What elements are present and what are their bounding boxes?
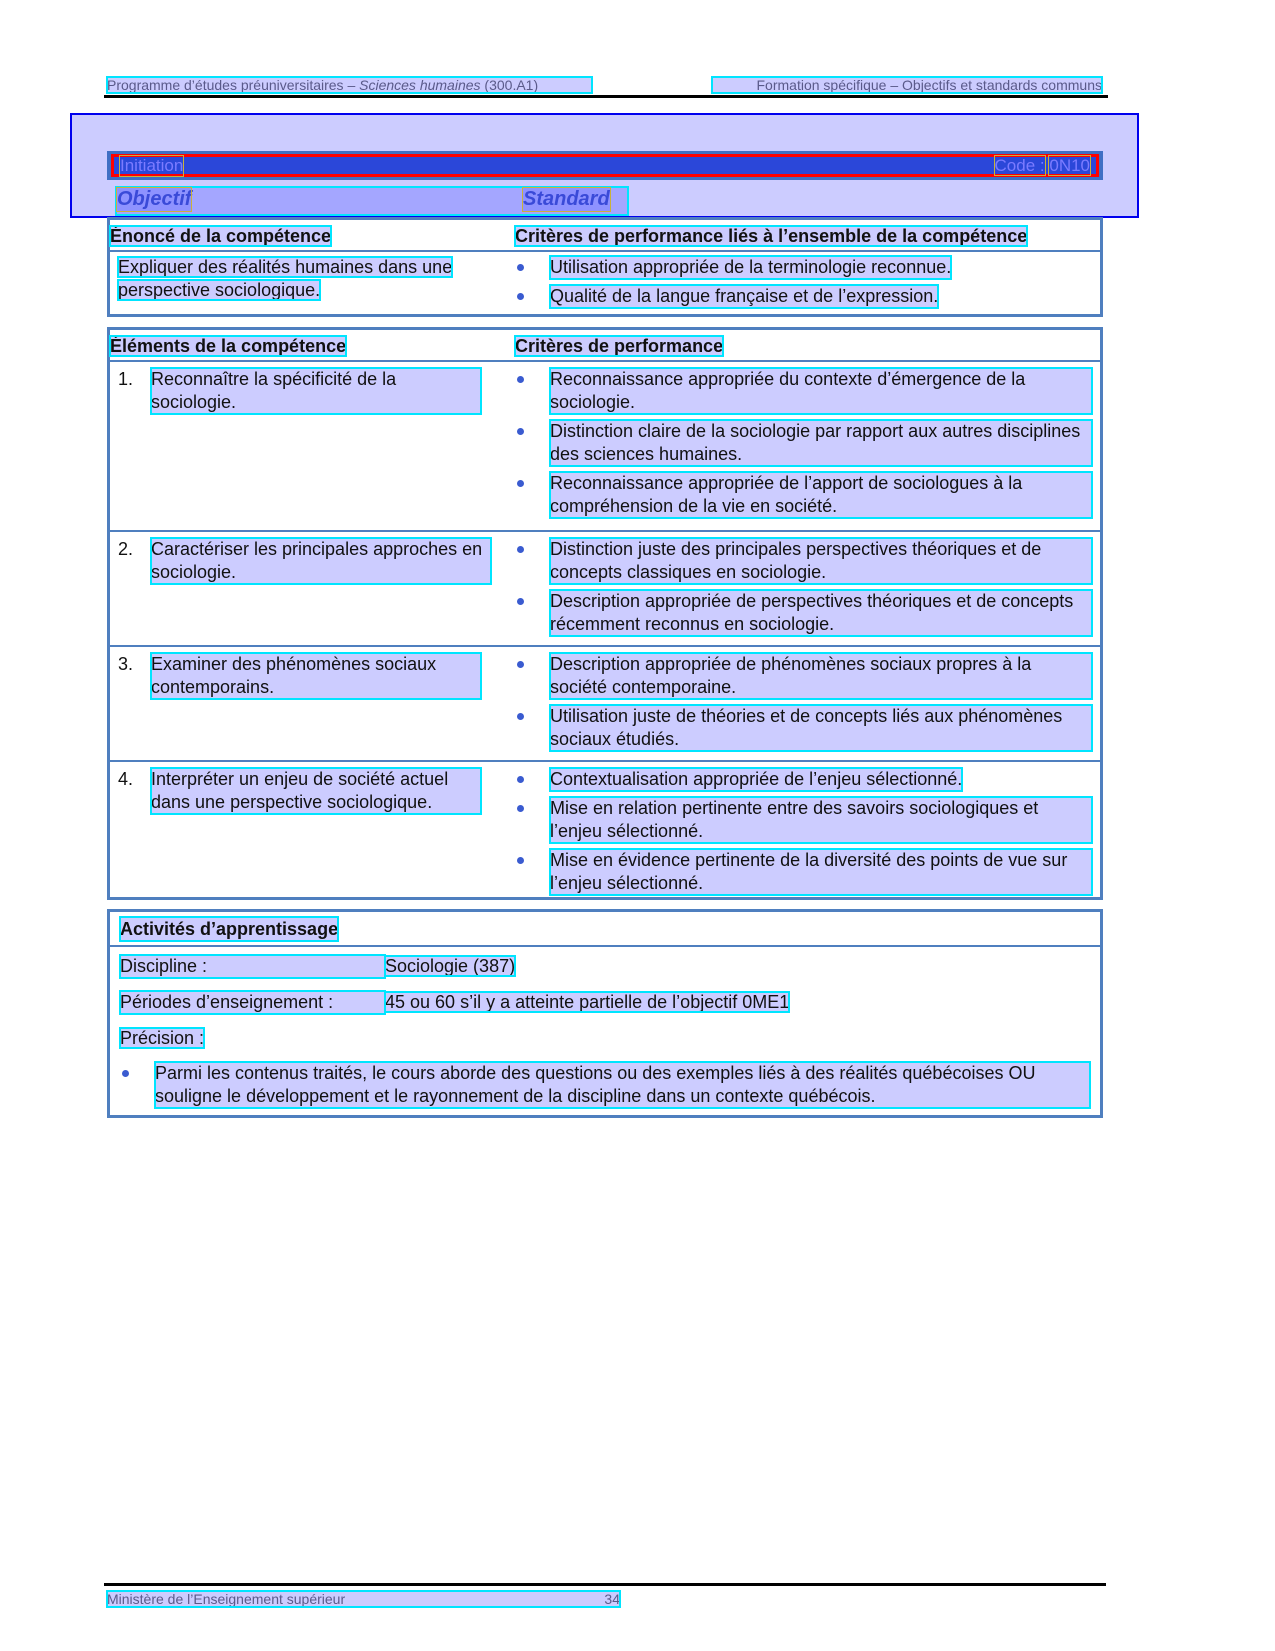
criterion: Reconnaissance appropriée du contexte d’émergence de la sociologie. xyxy=(550,368,1092,414)
activities-table xyxy=(107,909,1103,1118)
header-suffix: (300.A1) xyxy=(480,77,539,93)
periods-value: 45 ou 60 s’il y a atteinte partielle de l’objectif 0ME1 xyxy=(385,992,790,1012)
bullet-icon xyxy=(120,1062,155,1108)
element-text: Caractériser les principales approches en sociologie. xyxy=(151,538,491,584)
criterion: Distinction juste des principales perspectives théoriques et de concepts classiques en sociologie. xyxy=(550,538,1092,584)
precision-item: Parmi les contenus traités, le cours aborde des questions ou des exemples liés à des réalités québécoises OU souligne le développement et le rayonnement de la discipline dans un contexte québécois. xyxy=(155,1062,1090,1108)
criterion: Reconnaissance appropriée de l’apport de sociologues à la compréhension de la vie en société. xyxy=(550,472,1092,518)
course-title: Initiation xyxy=(120,155,184,175)
footer-ministry: Ministère de l’Enseignement supérieur xyxy=(107,1591,346,1607)
criterion: Mise en relation pertinente entre des savoirs sociologiques et l’enjeu sélectionné. xyxy=(550,797,1092,843)
element-text: Reconnaître la spécificité de la sociologie. xyxy=(151,368,481,414)
criteria-header: Critères de performance xyxy=(515,336,724,356)
title-bar xyxy=(107,151,1103,180)
criterion: Description appropriée de perspectives théoriques et de concepts récemment reconnus en sociologie. xyxy=(550,590,1092,636)
column-labels xyxy=(117,188,627,214)
criterion: Contextualisation appropriée de l’enjeu sélectionné. xyxy=(550,769,963,789)
activities-body xyxy=(110,945,1100,1108)
element-number: 1. xyxy=(118,369,134,389)
element-number: 2. xyxy=(118,539,134,559)
competence-header-row xyxy=(110,220,1100,250)
bullet-icon xyxy=(515,590,550,636)
bullet-icon xyxy=(515,797,550,843)
page-number: 34 xyxy=(604,1591,620,1607)
objectif-label: Objectif xyxy=(117,188,192,210)
competence-criteria-header: Critères de performance liés à l’ensemble de la compétence xyxy=(515,226,1028,246)
criterion: Mise en évidence pertinente de la diversité des points de vue sur l’enjeu sélectionné. xyxy=(550,849,1092,895)
bullet-icon xyxy=(515,285,550,308)
bullet-icon xyxy=(515,538,550,584)
element-text: Interpréter un enjeu de société actuel dans une perspective sociologique. xyxy=(151,768,481,814)
bullet-icon xyxy=(515,368,550,414)
course-code: 0N10 xyxy=(1049,155,1090,175)
element-row-4 xyxy=(110,760,1100,904)
bullet-icon xyxy=(515,768,550,791)
element-row-1 xyxy=(110,360,1100,530)
header-program-name: Sciences humaines xyxy=(359,77,481,93)
precision-label: Précision : xyxy=(120,1028,205,1048)
bullet-icon xyxy=(515,472,550,518)
elements-header-row xyxy=(110,330,1100,360)
standard-label: Standard xyxy=(523,188,610,210)
discipline-value: Sociologie (387) xyxy=(385,956,516,976)
bullet-icon xyxy=(515,705,550,751)
bullet-icon xyxy=(515,420,550,466)
bullet-icon xyxy=(515,653,550,699)
header-program-title xyxy=(107,77,592,93)
course-code-group xyxy=(995,156,1090,176)
criterion: Distinction claire de la sociologie par rapport aux autres disciplines des sciences humaines. xyxy=(550,420,1092,466)
competence-header: Énoncé de la compétence xyxy=(110,226,332,246)
element-row-3 xyxy=(110,645,1100,760)
element-number: 4. xyxy=(118,769,134,789)
element-row-2 xyxy=(110,530,1100,645)
activities-header: Activités d’apprentissage xyxy=(120,919,339,939)
bullet-icon xyxy=(515,849,550,895)
bullet-icon xyxy=(515,256,550,279)
competence-statement: Expliquer des réalités humaines dans une perspective sociologique. xyxy=(118,257,453,300)
discipline-label: Discipline : xyxy=(120,955,385,978)
header-section-title: Formation spécifique – Objectifs et standards communs xyxy=(712,77,1102,93)
activities-header-row xyxy=(110,912,1100,945)
competence-row xyxy=(110,250,1100,312)
header-divider xyxy=(104,95,1108,98)
header-prefix: Programme d’études préuniversitaires – xyxy=(107,77,360,93)
element-text: Examiner des phénomènes sociaux contemporains. xyxy=(151,653,481,699)
periods-label: Périodes d’enseignement : xyxy=(120,991,385,1014)
footer-divider xyxy=(104,1583,1106,1586)
elements-table xyxy=(107,327,1103,900)
criterion: Description appropriée de phénomènes sociaux propres à la société contemporaine. xyxy=(550,653,1092,699)
criterion: Utilisation juste de théories et de concepts liés aux phénomènes sociaux étudiés. xyxy=(550,705,1092,751)
code-label: Code : xyxy=(994,155,1045,175)
criterion: Utilisation appropriée de la terminologie reconnue. xyxy=(550,257,952,277)
competence-table xyxy=(107,217,1103,317)
element-number: 3. xyxy=(118,654,134,674)
elements-header: Éléments de la compétence xyxy=(110,336,347,356)
criterion: Qualité de la langue française et de l’expression. xyxy=(550,286,939,306)
footer xyxy=(107,1591,620,1607)
